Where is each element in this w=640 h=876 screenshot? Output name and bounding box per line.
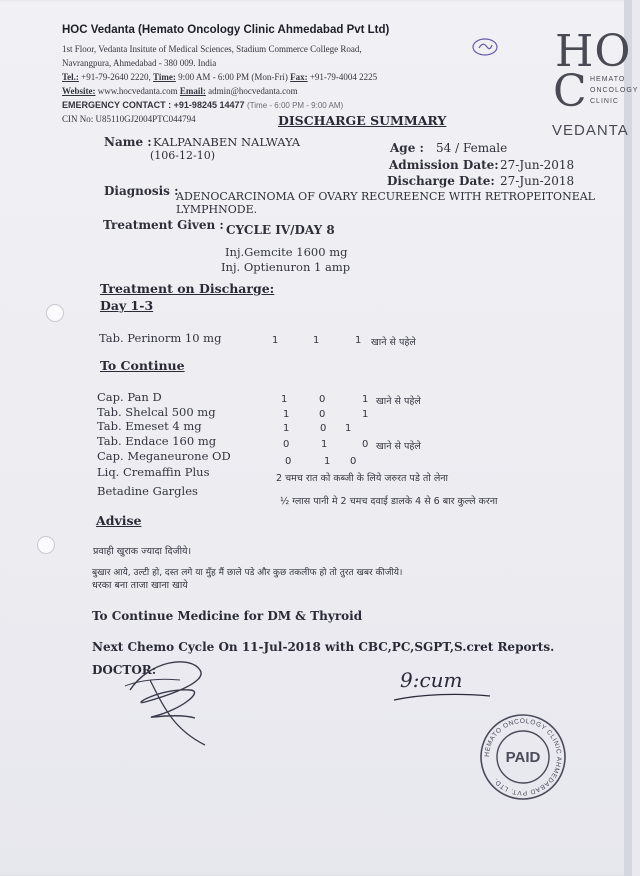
day-heading: Day 1-3 [100,298,154,313]
continue-med-3-morning: 1 [283,423,290,434]
treatment-cycle: CYCLE IV/DAY 8 [226,223,335,237]
continue-med-name-1: Cap. Pan D [97,390,162,404]
website-link[interactable]: www.hocvedanta.com [97,86,178,96]
patient-id: (106-12-10) [150,149,216,162]
name-label: Name : [104,135,152,149]
punch-hole-bottom [37,536,55,554]
next-chemo-cycle: Next Chemo Cycle On 11-Jul-2018 with CBC,PC,SGPT,S.cret Reports. [92,640,555,654]
emergency-contact: EMERGENCY CONTACT : +91-98245 14477 [62,100,245,110]
continue-med-2-morning: 1 [283,409,290,420]
continue-med-3-night: 1 [345,423,352,434]
web-line [62,86,298,96]
day-med-name: Tab. Perinorm 10 mg [99,331,222,345]
stamp-center-text: PAID [505,749,541,766]
continue-med-4-noon: 1 [321,439,328,450]
time-label: Time: [153,72,176,82]
day-med-night: 1 [355,335,362,346]
patient-age: 54 / Female [436,141,508,155]
doctor-label: DOCTOR: [92,663,157,677]
continue-med-5-morning: 0 [285,456,292,467]
logo-mark: HO [555,26,632,77]
continue-med-4-morning: 0 [283,439,290,450]
doctor-signature [120,650,230,750]
advise-line-3: धरका बना ताजा खाना खाये [92,580,188,591]
betadine-name: Betadine Gargles [97,484,198,498]
document-title: DISCHARGE SUMMARY [278,113,447,128]
continue-med-4-note: खाने से पहेले [376,441,421,452]
diagnosis-line-2: LYMPHNODE. [176,203,258,216]
advise-heading: Advise [96,513,142,528]
betadine-instruction: ½ ग्लास पानी मे 2 चमच दवाई डालके 4 से 6 बार कुल्ले करना [280,496,498,507]
continue-med-name-5: Cap. Meganeurone OD [97,449,231,463]
tel-label: Tel.: [62,72,79,82]
advise-line-1: प्रवाही खुराक ज्यादा दिजीये। [93,546,192,557]
continue-med-2-night: 1 [362,409,369,420]
logo-vedanta: VEDANTA [552,122,629,139]
continue-med-5-noon: 1 [324,456,331,467]
to-continue-heading: To Continue [100,358,185,373]
continue-med-name-4: Tab. Endace 160 mg [97,434,217,448]
day-med-morning: 1 [272,335,279,346]
website-label: Website: [62,86,96,96]
admission-date-label: Admission Date: [389,158,499,172]
continue-med-2-noon: 0 [319,409,326,420]
cremaffin-instruction: 2 चमच रात को कब्जी के लिये जरुरत पडे तो लेना [276,473,448,484]
cremaffin-name: Liq. Cremaffin Plus [97,465,210,479]
age-label: Age : [390,141,424,155]
logo-text-clinic: CLINIC [590,98,619,105]
emergency-line [62,100,343,110]
admission-date: 27-Jun-2018 [500,158,575,172]
continue-med-name-3: Tab. Emeset 4 mg [97,419,202,433]
continue-med-5-night: 0 [350,456,357,467]
treatment-given-label: Treatment Given : [103,218,224,232]
continue-medicine-note: To Continue Medicine for DM & Thyroid [92,609,363,623]
handwritten-time: 9:cum [400,668,463,692]
continue-med-1-morning: 1 [281,394,288,405]
stamp-ring-text: HEMATO ONCOLOGY CLINIC AHMEDABAD PVT. LTD. [483,717,563,797]
discharge-date-label: Discharge Date: [387,174,495,188]
cin-number: CIN No: U85110GJ2004PTC044794 [62,114,196,124]
treatment-drug-1: Inj.Gemcite 1600 mg [225,245,348,259]
day-med-noon: 1 [313,335,320,346]
treatment-on-discharge-heading: Treatment on Discharge: [100,281,275,296]
email-link[interactable]: admin@hocvedanta.com [208,86,298,96]
fax-value: +91-79-4004 2225 [309,72,378,82]
contact-line [62,72,377,82]
emergency-time: (Time - 6:00 PM - 9:00 AM) [247,101,344,110]
advise-line-2: बुखार आये, उल्टी हो, दस्त लगे या मुँह मैं छाले पडे और कुछ तकलीफ हो तो तुरत खबर कीजीये। [92,568,403,578]
time-value: 9:00 AM - 6:00 PM (Mon-Fri) [178,72,288,82]
logo-text-oncology: ONCOLOGY [590,87,639,94]
treatment-drug-2: Inj. Optienuron 1 amp [221,260,351,274]
org-name: HOC Vedanta (Hemato Oncology Clinic Ahmedabad Pvt Ltd) [62,24,390,36]
fax-label: Fax: [290,72,308,82]
initial-stamp-icon [470,36,500,58]
email-label: Email: [179,86,206,96]
logo-text-hemato: HEMATO [590,76,626,83]
day-med-note: खाने से पहेले [371,337,416,348]
punch-hole-top [46,304,64,322]
continue-med-1-night: 1 [362,394,369,405]
logo-mark-c: C [553,66,587,117]
paid-stamp [478,712,568,802]
tel-value: +91-79-2640 2220, [81,72,151,82]
continue-med-name-2: Tab. Shelcal 500 mg [97,405,216,419]
discharge-date: 27-Jun-2018 [500,174,575,188]
continue-med-1-noon: 0 [319,394,326,405]
address-line-1: 1st Floor, Vedanta Insitute of Medical Sciences, Stadium Commerce College Road, [62,44,362,54]
address-line-2: Navrangpura, Ahmedabad - 380 009. India [62,58,217,68]
diagnosis-label: Diagnosis : [104,184,179,198]
continue-med-4-night: 0 [362,439,369,450]
continue-med-1-note: खाने से पहेले [376,396,421,407]
diagnosis-line-1: ADENOCARCINOMA OF OVARY RECUREENCE WITH RETROPEITONEAL [176,190,595,203]
patient-name: KALPANABEN NALWAYA [153,135,301,149]
continue-med-3-noon: 0 [320,423,327,434]
signature-underline [392,690,492,704]
